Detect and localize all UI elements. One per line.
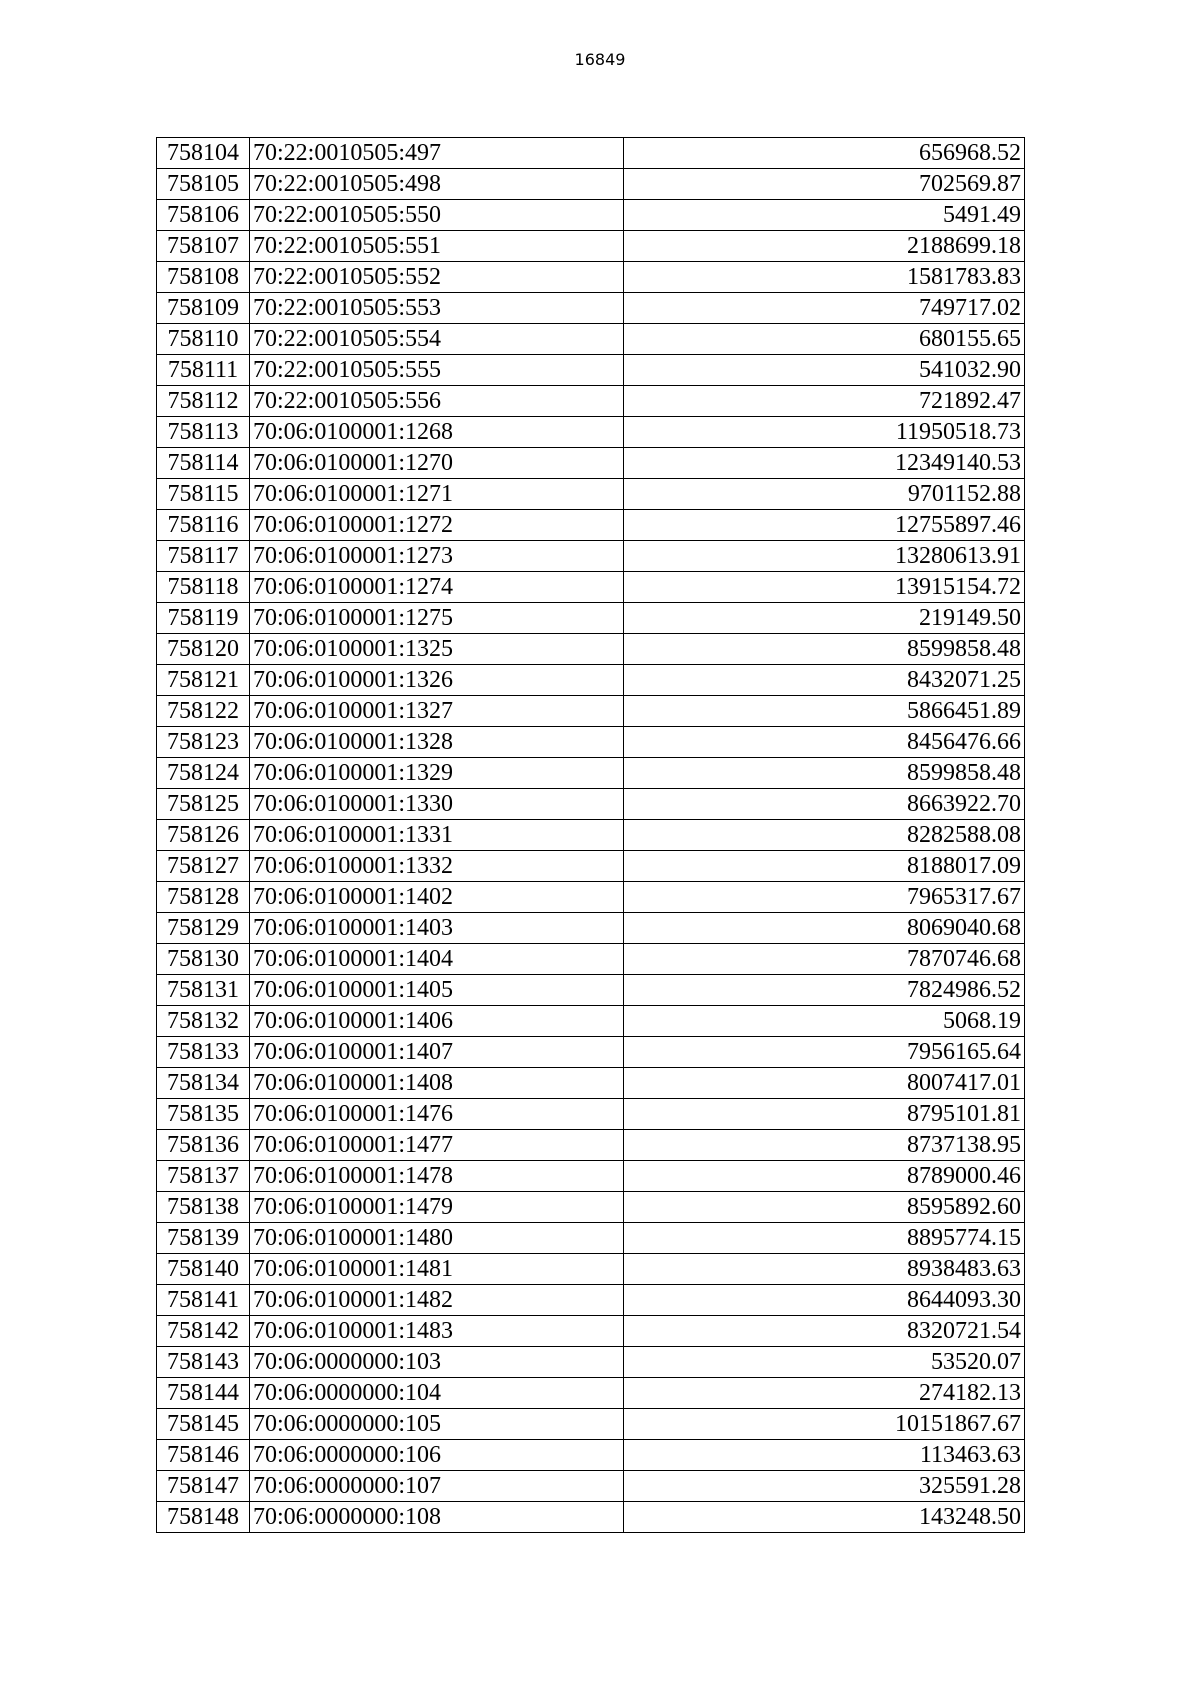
cadastral-number-cell: 70:06:0000000:107 — [250, 1471, 624, 1502]
cadastral-number-cell: 70:22:0010505:556 — [250, 386, 624, 417]
cadastral-number-cell: 70:06:0000000:104 — [250, 1378, 624, 1409]
cadastral-value-cell: 8663922.70 — [624, 789, 1025, 820]
cadastral-value-cell: 721892.47 — [624, 386, 1025, 417]
row-number-cell: 758125 — [157, 789, 250, 820]
cadastral-value-cell: 9701152.88 — [624, 479, 1025, 510]
cadastral-number-cell: 70:06:0100001:1273 — [250, 541, 624, 572]
table-row — [157, 1440, 1025, 1471]
table-row — [157, 293, 1025, 324]
cadastral-value-cell: 12755897.46 — [624, 510, 1025, 541]
row-number-cell: 758117 — [157, 541, 250, 572]
cadastral-value-cell: 8456476.66 — [624, 727, 1025, 758]
row-number-cell: 758122 — [157, 696, 250, 727]
table-row — [157, 727, 1025, 758]
cadastral-number-cell: 70:06:0100001:1477 — [250, 1130, 624, 1161]
cadastral-value-cell: 541032.90 — [624, 355, 1025, 386]
row-number-cell: 758114 — [157, 448, 250, 479]
cadastral-number-cell: 70:06:0100001:1270 — [250, 448, 624, 479]
row-number-cell: 758120 — [157, 634, 250, 665]
row-number-cell: 758145 — [157, 1409, 250, 1440]
cadastral-number-cell: 70:06:0100001:1476 — [250, 1099, 624, 1130]
cadastral-value-cell: 12349140.53 — [624, 448, 1025, 479]
cadastral-value-cell: 5866451.89 — [624, 696, 1025, 727]
row-number-cell: 758128 — [157, 882, 250, 913]
row-number-cell: 758146 — [157, 1440, 250, 1471]
table-row — [157, 603, 1025, 634]
row-number-cell: 758119 — [157, 603, 250, 634]
table-row — [157, 1099, 1025, 1130]
row-number-cell: 758135 — [157, 1099, 250, 1130]
cadastral-number-cell: 70:06:0100001:1271 — [250, 479, 624, 510]
table-row — [157, 541, 1025, 572]
cadastral-value-cell: 8938483.63 — [624, 1254, 1025, 1285]
page-number: 16849 — [574, 50, 626, 69]
cadastral-value-cell: 749717.02 — [624, 293, 1025, 324]
cadastral-value-cell: 8795101.81 — [624, 1099, 1025, 1130]
cadastral-number-cell: 70:06:0100001:1479 — [250, 1192, 624, 1223]
row-number-cell: 758140 — [157, 1254, 250, 1285]
cadastral-value-cell: 5068.19 — [624, 1006, 1025, 1037]
row-number-cell: 758131 — [157, 975, 250, 1006]
row-number-cell: 758141 — [157, 1285, 250, 1316]
cadastral-value-cell: 113463.63 — [624, 1440, 1025, 1471]
row-number-cell: 758133 — [157, 1037, 250, 1068]
cadastral-number-cell: 70:06:0100001:1330 — [250, 789, 624, 820]
table-row — [157, 510, 1025, 541]
cadastral-value-cell: 274182.13 — [624, 1378, 1025, 1409]
cadastral-number-cell: 70:06:0100001:1408 — [250, 1068, 624, 1099]
row-number-cell: 758123 — [157, 727, 250, 758]
cadastral-number-cell: 70:22:0010505:553 — [250, 293, 624, 324]
cadastral-value-cell: 11950518.73 — [624, 417, 1025, 448]
row-number-cell: 758127 — [157, 851, 250, 882]
row-number-cell: 758138 — [157, 1192, 250, 1223]
row-number-cell: 758118 — [157, 572, 250, 603]
row-number-cell: 758107 — [157, 231, 250, 262]
cadastral-number-cell: 70:22:0010505:554 — [250, 324, 624, 355]
row-number-cell: 758112 — [157, 386, 250, 417]
cadastral-value-cell: 8895774.15 — [624, 1223, 1025, 1254]
table-row — [157, 1502, 1025, 1533]
table-row — [157, 1316, 1025, 1347]
table-row — [157, 324, 1025, 355]
table-row — [157, 386, 1025, 417]
cadastral-value-cell: 8007417.01 — [624, 1068, 1025, 1099]
table-row — [157, 1130, 1025, 1161]
table-row — [157, 1285, 1025, 1316]
table-row — [157, 200, 1025, 231]
table-row — [157, 913, 1025, 944]
cadastral-number-cell: 70:06:0100001:1328 — [250, 727, 624, 758]
cadastral-number-cell: 70:22:0010505:555 — [250, 355, 624, 386]
row-number-cell: 758113 — [157, 417, 250, 448]
row-number-cell: 758148 — [157, 1502, 250, 1533]
cadastral-number-cell: 70:06:0100001:1274 — [250, 572, 624, 603]
cadastral-number-cell: 70:22:0010505:498 — [250, 169, 624, 200]
cadastral-number-cell: 70:06:0100001:1404 — [250, 944, 624, 975]
table-row — [157, 1068, 1025, 1099]
row-number-cell: 758105 — [157, 169, 250, 200]
row-number-cell: 758136 — [157, 1130, 250, 1161]
row-number-cell: 758134 — [157, 1068, 250, 1099]
cadastral-value-cell: 8432071.25 — [624, 665, 1025, 696]
cadastral-value-cell: 8595892.60 — [624, 1192, 1025, 1223]
cadastral-value-cell: 702569.87 — [624, 169, 1025, 200]
cadastral-number-cell: 70:06:0100001:1402 — [250, 882, 624, 913]
cadastral-number-cell: 70:06:0000000:106 — [250, 1440, 624, 1471]
table-row — [157, 634, 1025, 665]
row-number-cell: 758147 — [157, 1471, 250, 1502]
row-number-cell: 758106 — [157, 200, 250, 231]
cadastral-number-cell: 70:22:0010505:551 — [250, 231, 624, 262]
table-body — [157, 138, 1025, 1533]
row-number-cell: 758132 — [157, 1006, 250, 1037]
cadastral-number-cell: 70:06:0100001:1332 — [250, 851, 624, 882]
table-row — [157, 1037, 1025, 1068]
cadastral-number-cell: 70:06:0100001:1483 — [250, 1316, 624, 1347]
cadastral-number-cell: 70:06:0100001:1405 — [250, 975, 624, 1006]
table-row — [157, 1161, 1025, 1192]
table-row — [157, 882, 1025, 913]
table-row — [157, 355, 1025, 386]
cadastral-value-cell: 8282588.08 — [624, 820, 1025, 851]
table-row — [157, 479, 1025, 510]
cadastral-value-cell: 8789000.46 — [624, 1161, 1025, 1192]
cadastral-number-cell: 70:06:0100001:1481 — [250, 1254, 624, 1285]
table-row — [157, 138, 1025, 169]
cadastral-value-cell: 8599858.48 — [624, 758, 1025, 789]
cadastral-value-cell: 2188699.18 — [624, 231, 1025, 262]
table-row — [157, 1006, 1025, 1037]
table-row — [157, 758, 1025, 789]
cadastral-value-cell: 8737138.95 — [624, 1130, 1025, 1161]
cadastral-value-cell: 219149.50 — [624, 603, 1025, 634]
row-number-cell: 758104 — [157, 138, 250, 169]
row-number-cell: 758144 — [157, 1378, 250, 1409]
cadastral-value-cell: 8188017.09 — [624, 851, 1025, 882]
cadastral-value-cell: 1581783.83 — [624, 262, 1025, 293]
table-row — [157, 231, 1025, 262]
table-row — [157, 1378, 1025, 1409]
cadastral-number-cell: 70:06:0100001:1329 — [250, 758, 624, 789]
row-number-cell: 758137 — [157, 1161, 250, 1192]
table-row — [157, 1254, 1025, 1285]
cadastral-number-cell: 70:06:0100001:1326 — [250, 665, 624, 696]
table-row — [157, 448, 1025, 479]
cadastral-value-cell: 8069040.68 — [624, 913, 1025, 944]
cadastral-number-cell: 70:06:0100001:1480 — [250, 1223, 624, 1254]
cadastral-number-cell: 70:06:0100001:1325 — [250, 634, 624, 665]
table-row — [157, 262, 1025, 293]
cadastral-number-cell: 70:06:0000000:105 — [250, 1409, 624, 1440]
cadastral-number-cell: 70:06:0100001:1331 — [250, 820, 624, 851]
table-row — [157, 1223, 1025, 1254]
cadastral-number-cell: 70:06:0000000:108 — [250, 1502, 624, 1533]
table-row — [157, 789, 1025, 820]
cadastral-number-cell: 70:06:0100001:1478 — [250, 1161, 624, 1192]
table-row — [157, 169, 1025, 200]
cadastral-value-cell: 5491.49 — [624, 200, 1025, 231]
table-row — [157, 1192, 1025, 1223]
table-row — [157, 1347, 1025, 1378]
table-row — [157, 417, 1025, 448]
cadastral-number-cell: 70:06:0100001:1272 — [250, 510, 624, 541]
cadastral-number-cell: 70:06:0100001:1268 — [250, 417, 624, 448]
table-row — [157, 1471, 1025, 1502]
cadastral-value-cell: 8644093.30 — [624, 1285, 1025, 1316]
cadastral-number-cell: 70:06:0100001:1406 — [250, 1006, 624, 1037]
cadastral-value-cell: 7965317.67 — [624, 882, 1025, 913]
row-number-cell: 758111 — [157, 355, 250, 386]
row-number-cell: 758116 — [157, 510, 250, 541]
row-number-cell: 758115 — [157, 479, 250, 510]
row-number-cell: 758109 — [157, 293, 250, 324]
row-number-cell: 758130 — [157, 944, 250, 975]
table-row — [157, 665, 1025, 696]
row-number-cell: 758143 — [157, 1347, 250, 1378]
table-row — [157, 820, 1025, 851]
row-number-cell: 758110 — [157, 324, 250, 355]
cadastral-value-cell: 680155.65 — [624, 324, 1025, 355]
table-row — [157, 1409, 1025, 1440]
cadastral-number-cell: 70:22:0010505:497 — [250, 138, 624, 169]
cadastral-value-cell: 656968.52 — [624, 138, 1025, 169]
cadastral-value-cell: 13280613.91 — [624, 541, 1025, 572]
row-number-cell: 758129 — [157, 913, 250, 944]
cadastral-value-cell: 325591.28 — [624, 1471, 1025, 1502]
row-number-cell: 758124 — [157, 758, 250, 789]
cadastral-number-cell: 70:06:0100001:1275 — [250, 603, 624, 634]
cadastral-value-cell: 7870746.68 — [624, 944, 1025, 975]
cadastral-value-cell: 13915154.72 — [624, 572, 1025, 603]
table-row — [157, 572, 1025, 603]
cadastral-number-cell: 70:06:0100001:1327 — [250, 696, 624, 727]
cadastral-value-cell: 143248.50 — [624, 1502, 1025, 1533]
cadastral-value-cell: 8599858.48 — [624, 634, 1025, 665]
row-number-cell: 758126 — [157, 820, 250, 851]
cadastral-value-cell: 53520.07 — [624, 1347, 1025, 1378]
cadastral-number-cell: 70:06:0100001:1407 — [250, 1037, 624, 1068]
row-number-cell: 758142 — [157, 1316, 250, 1347]
table-row — [157, 851, 1025, 882]
cadastral-number-cell: 70:06:0100001:1482 — [250, 1285, 624, 1316]
row-number-cell: 758139 — [157, 1223, 250, 1254]
row-number-cell: 758121 — [157, 665, 250, 696]
cadastral-value-cell: 7956165.64 — [624, 1037, 1025, 1068]
table-row — [157, 944, 1025, 975]
table-row — [157, 975, 1025, 1006]
cadastral-number-cell: 70:06:0100001:1403 — [250, 913, 624, 944]
table-row — [157, 696, 1025, 727]
row-number-cell: 758108 — [157, 262, 250, 293]
cadastral-value-cell: 10151867.67 — [624, 1409, 1025, 1440]
cadastral-number-cell: 70:22:0010505:550 — [250, 200, 624, 231]
cadastral-number-cell: 70:06:0000000:103 — [250, 1347, 624, 1378]
cadastral-value-table — [156, 137, 1025, 1533]
cadastral-value-cell: 8320721.54 — [624, 1316, 1025, 1347]
cadastral-value-cell: 7824986.52 — [624, 975, 1025, 1006]
cadastral-number-cell: 70:22:0010505:552 — [250, 262, 624, 293]
